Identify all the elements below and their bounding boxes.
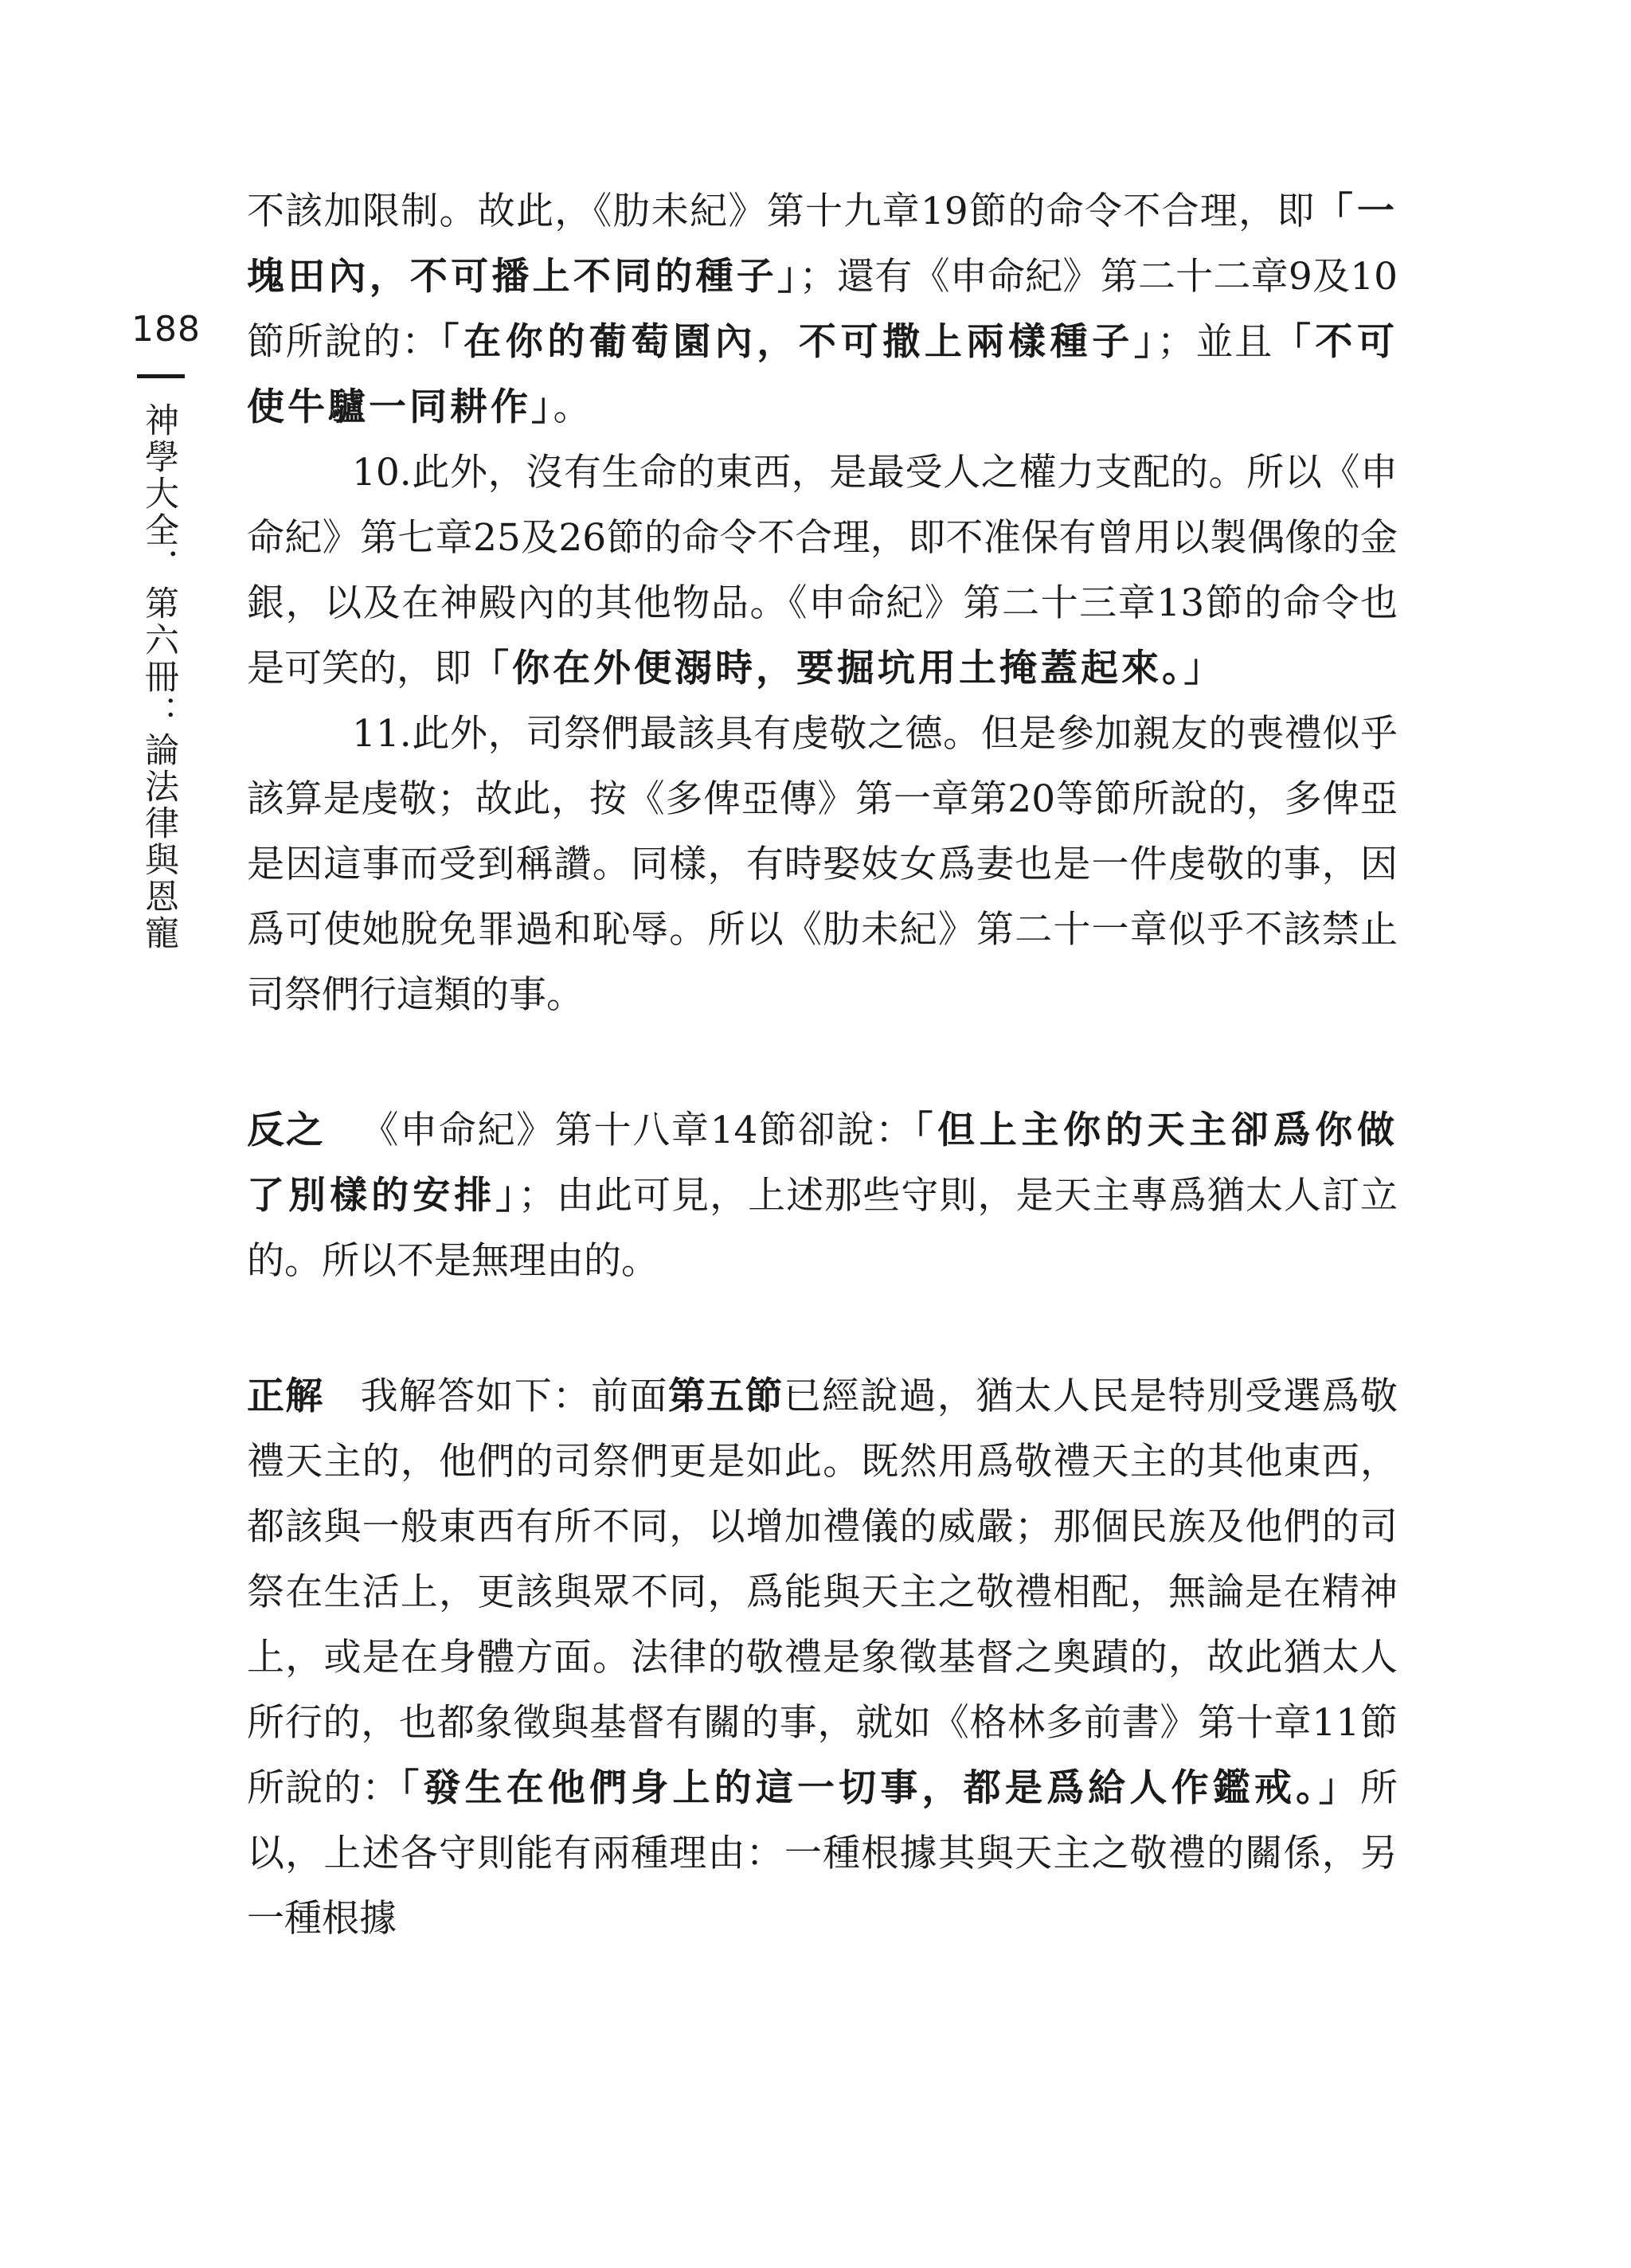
section-lead: 反之	[247, 1109, 325, 1152]
scripture-quote: 「但上主你的天主卻爲你做了別樣的安排」	[247, 1109, 1398, 1218]
text-run: ；由此可見，上述那些守則，是天主專爲猶太人訂立的。所以不是無理由的。	[247, 1174, 1398, 1283]
scripture-quote: 「發生在他們身上的這一切事，都是爲給人作鑑戒。」	[400, 1766, 1361, 1810]
scripture-quote: 「在你的葡萄園內，不可撒上兩樣種子」	[440, 320, 1157, 364]
page-body	[247, 179, 1398, 1952]
running-title: 神學大全．第六冊：論法律與恩寵	[139, 402, 179, 952]
cross-reference: 第五節	[667, 1374, 784, 1418]
text-run: 。	[553, 385, 591, 429]
paragraph-objection-10	[247, 440, 1398, 702]
scripture-quote: 「不可使牛驢一同耕作」	[247, 320, 1398, 429]
paragraph-answer	[247, 1364, 1398, 1952]
scripture-quote: 「你在外便溺時，要掘坑用土掩蓋起來。」	[471, 647, 1225, 690]
text-run: 《申命紀》第十八章14節卻說：	[361, 1109, 914, 1152]
text-run: ；還有《申命紀》第二十二章9及10節所說的：	[247, 255, 1398, 364]
scripture-quote: 「一塊田內，不可播上不同的種子」	[247, 190, 1398, 299]
text-run: 我解答如下：前面	[360, 1374, 668, 1418]
text-run: 11.此外，司祭們最該具有虔敬之德。但是參加親友的喪禮似乎該算是虔敬；故此，按《多俾亞傳》第一章第20等節所說的，多俾亞是因這事而受到稱讚。同樣，有時娶妓女爲妻也是一件虔敬的事，因爲可使她脫免罪過和恥辱。所以《肋未紀》第二十一章似乎不該禁止司祭們行這類的事。	[247, 712, 1398, 1017]
section-lead: 正解	[247, 1374, 324, 1418]
text-run: 10.此外，沒有生命的東西，是最受人之權力支配的。所以《申命紀》第七章25及26節的命令不合理，即不准保有曾用以製偶像的金銀，以及在神殿內的其他物品。《申命紀》第二十三章13節的命令也是可笑的，即	[247, 451, 1398, 690]
text-run: 已經說過，猶太人民是特別受選爲敬禮天主的，他們的司祭們更是如此。既然用爲敬禮天主的其他東西，都該與一般東西有所不同，以增加禮儀的威嚴；那個民族及他們的司祭在生活上，更該與眾不同，爲能與天主之敬禮相配，無論是在精神上，或是在身體方面。法律的敬禮是象徵基督之奧蹟的，故此猶太人所行的，也都象徵與基督有關的事，就如《格林多前書》第十章11節所說的：	[247, 1374, 1398, 1810]
text-run: ；並且	[1156, 320, 1273, 364]
paragraph-objection-9-continued	[247, 179, 1398, 440]
margin-rule	[137, 374, 185, 378]
paragraph-objection-11	[247, 702, 1398, 1028]
text-run: 所以，上述各守則能有兩種理由：一種根據其與天主之敬禮的關係，另一種根據	[247, 1766, 1398, 1941]
page-number: 188	[131, 309, 201, 350]
paragraph-on-the-contrary	[247, 1098, 1398, 1294]
text-run: 不該加限制。故此，《肋未紀》第十九章19節的命令不合理，即	[247, 190, 1316, 233]
